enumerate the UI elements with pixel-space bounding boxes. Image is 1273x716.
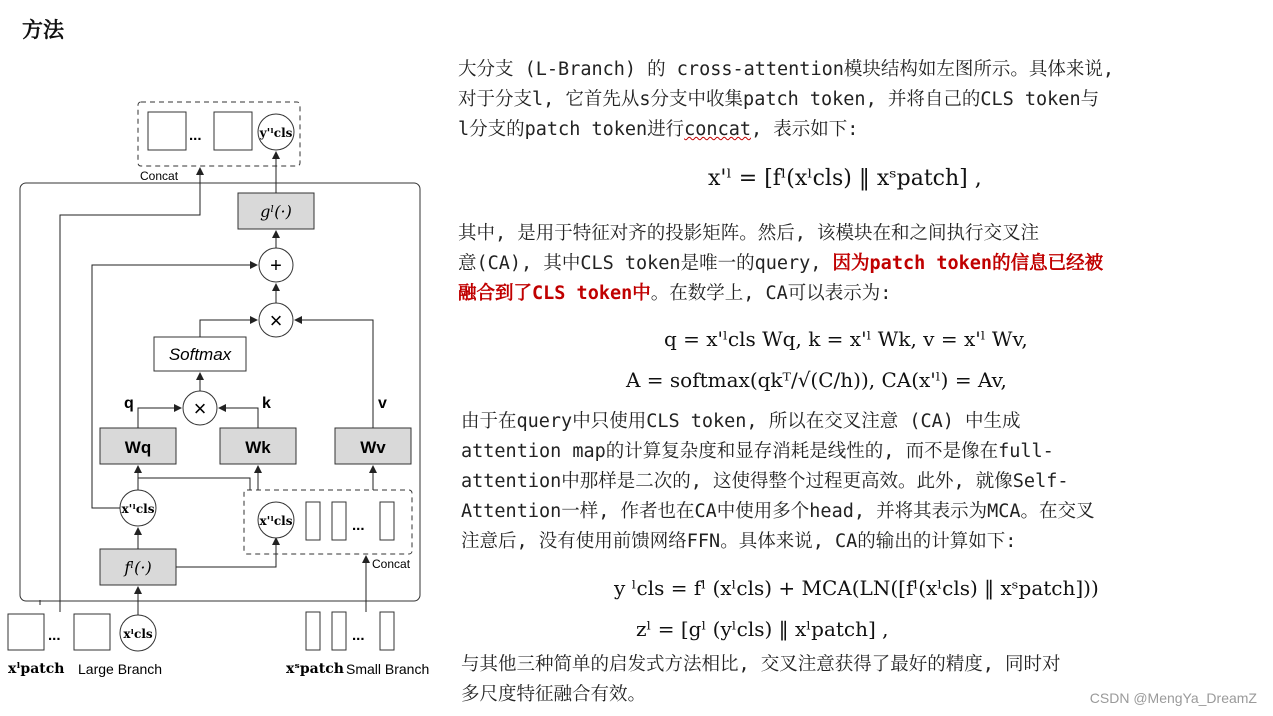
concat-mid-label: Concat xyxy=(372,557,411,571)
ellipsis-label: ... xyxy=(352,627,365,644)
multiply-label-mid: × xyxy=(193,396,207,421)
ellipsis-label: ... xyxy=(352,517,365,534)
token-box xyxy=(214,112,252,150)
small-patch-bar xyxy=(306,612,320,650)
ellipsis-label: ... xyxy=(48,627,61,644)
p1-line-1: 大分支 (L-Branch) 的 cross-attention模块结构如左图所示。具体来说, xyxy=(458,59,1115,80)
p3-line-5: 注意后, 没有使用前馈网络FFN。具体来说, CA的输出的计算如下: xyxy=(461,531,1017,552)
q-label: q xyxy=(124,395,134,412)
p2-line-3-post: 。在数学上, CA可以表示为: xyxy=(650,283,892,304)
equation-1: x'ˡ = [fˡ(xˡcls) ‖ xˢpatch] , xyxy=(708,166,982,191)
p2-line-1: 其中, 是用于特征对齐的投影矩阵。然后, 该模块在和之间执行交叉注 xyxy=(458,223,1040,244)
x-cls-prime-label: x'ˡcls xyxy=(121,502,155,516)
p3-line-2: attention map的计算复杂度和显存消耗是线性的, 而不是像在full- xyxy=(461,441,1054,462)
watermark: CSDN @MengYa_DreamZ xyxy=(1089,690,1257,706)
small-patch-bar xyxy=(332,612,346,650)
concat-top-label: Concat xyxy=(140,169,179,183)
patch-bar xyxy=(380,502,394,540)
plus-label: + xyxy=(270,255,282,277)
f-function-label: fˡ(·) xyxy=(124,558,152,577)
concat-word: concat xyxy=(684,119,751,140)
patch-bar xyxy=(306,502,320,540)
paragraph-2 xyxy=(458,219,1103,309)
equation-4: y ˡcls = fˡ (xˡcls) + MCA(LN([fˡ(xˡcls) ‖ xˢpatch])) xyxy=(614,576,1099,600)
token-box xyxy=(148,112,186,150)
large-branch-label: Large Branch xyxy=(78,661,163,677)
paragraph-4 xyxy=(461,650,1061,710)
p1-line-2: 对于分支l, 它首先从s分支中收集patch token, 并将自己的CLS token与 xyxy=(458,89,1100,110)
equation-2: q = x'ˡcls Wq, k = x'ˡ Wk, v = x'ˡ Wv, xyxy=(664,327,1028,351)
cross-attention-diagram xyxy=(0,90,450,700)
x-patch-s-label: xˢpatch xyxy=(286,661,344,677)
paragraph-3 xyxy=(461,407,1095,557)
module-box xyxy=(20,183,420,601)
p4-line-2: 多尺度特征融合有效。 xyxy=(461,684,647,705)
p2-highlight-1: 因为patch token的信息已经被 xyxy=(832,253,1104,274)
v-label: v xyxy=(378,395,387,412)
small-patch-bar xyxy=(380,612,394,650)
x-cls-prime-concat-label: x'ˡcls xyxy=(259,514,293,528)
softmax-label: Softmax xyxy=(168,345,232,364)
wq-label: Wq xyxy=(124,438,152,457)
equation-5: zˡ = [gˡ (yˡcls) ‖ xˡpatch] , xyxy=(636,617,889,641)
equation-3: A = softmax(qkᵀ/√(C/h)), CA(x'ˡ) = Av, xyxy=(626,368,1007,392)
ellipsis-label: ... xyxy=(189,127,202,144)
patch-token-box xyxy=(74,614,110,650)
wv-label: Wv xyxy=(360,438,386,457)
p4-line-1: 与其他三种简单的启发式方法相比, 交叉注意获得了最好的精度, 同时对 xyxy=(461,654,1061,675)
p2-highlight-2: 融合到了CLS token中 xyxy=(458,283,651,304)
p3-line-3: attention中那样是二次的, 这使得整个过程更高效。此外, 就像Self- xyxy=(461,471,1069,492)
p3-line-1: 由于在query中只使用CLS token, 所以在交叉注意 (CA) 中生成 xyxy=(461,411,1021,432)
patch-token-box xyxy=(8,614,44,650)
p1-line-3-post: , 表示如下: xyxy=(750,119,859,140)
section-heading: 方法 xyxy=(22,18,64,42)
patch-bar xyxy=(332,502,346,540)
g-function-label: gˡ(·) xyxy=(260,202,292,221)
p3-line-4: Attention一样, 作者也在CA中使用多个head, 并将其表示为MCA。在交叉 xyxy=(461,501,1095,522)
small-branch-label: Small Branch xyxy=(346,661,430,677)
x-patch-l-label: xˡpatch xyxy=(8,661,65,677)
x-cls-label: xˡcls xyxy=(123,627,153,641)
wk-label: Wk xyxy=(245,438,271,457)
multiply-label-top: × xyxy=(269,308,283,333)
paragraph-1 xyxy=(458,55,1114,145)
p2-line-2-pre: 意(CA), 其中CLS token是唯一的query, xyxy=(458,253,833,274)
k-label: k xyxy=(262,395,271,412)
p1-line-3-pre: l分支的patch token进行 xyxy=(458,119,685,140)
y-cls-label: y'ˡcls xyxy=(259,126,293,140)
